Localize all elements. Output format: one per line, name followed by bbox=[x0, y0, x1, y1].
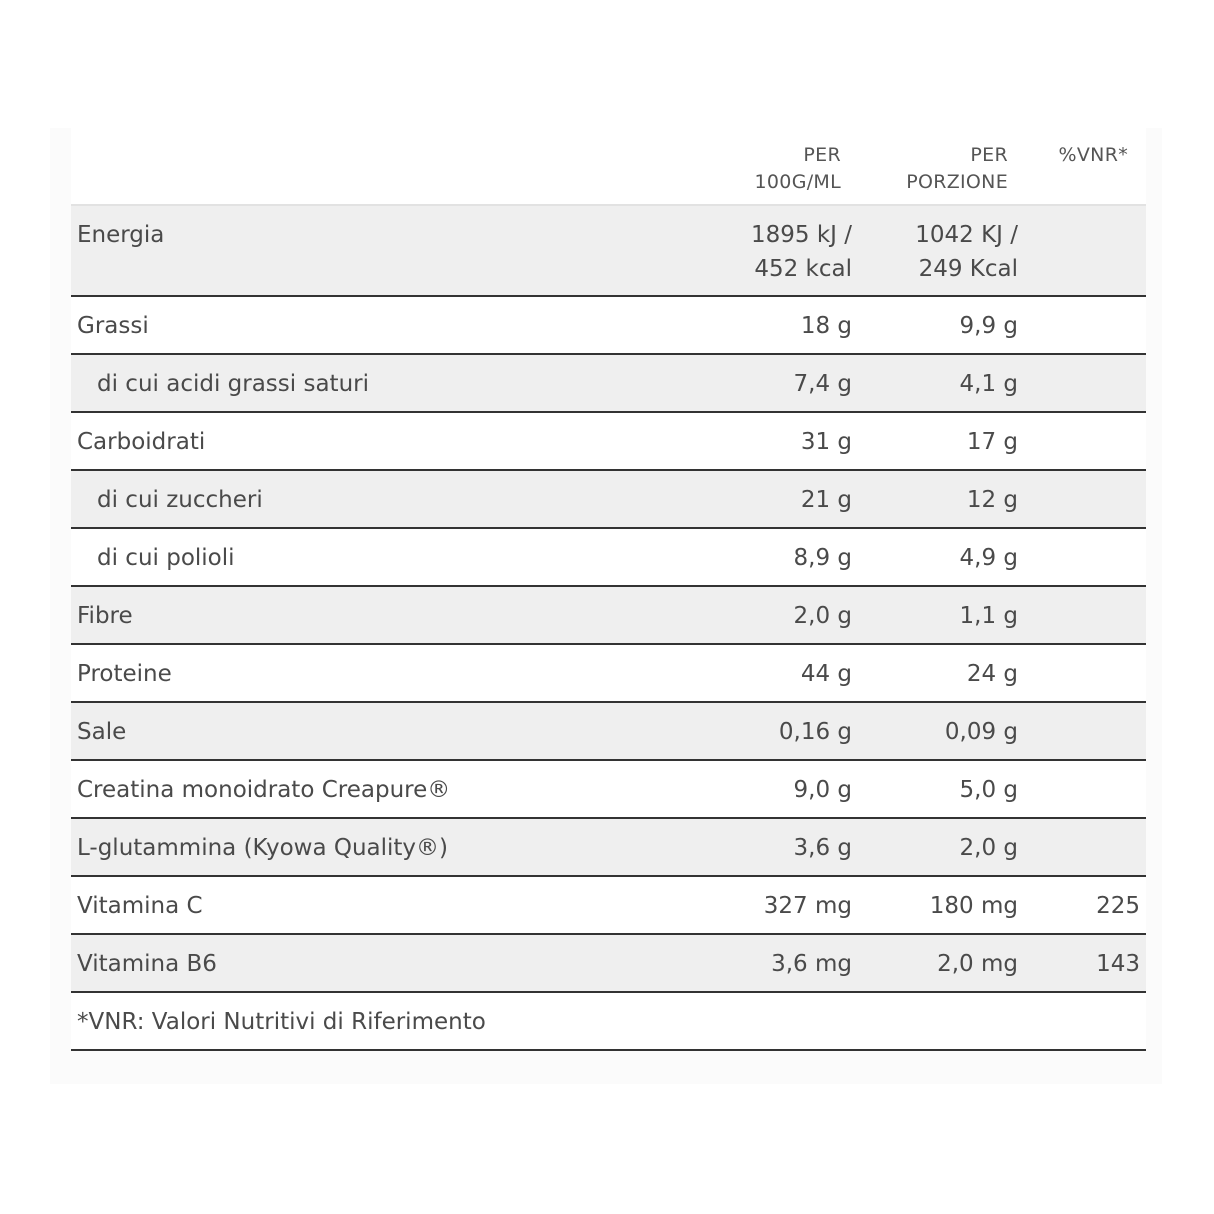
value-per-100: 9,0 g bbox=[793, 777, 852, 803]
value-per-100-line1: 1895 kJ / bbox=[750, 222, 852, 248]
value-per-100: 7,4 g bbox=[793, 371, 852, 397]
value-per-100: 0,16 g bbox=[778, 719, 852, 745]
nutrient-name: Energia bbox=[77, 222, 165, 248]
value-per-portion: 1,1 g bbox=[959, 603, 1018, 629]
value-per-portion: 17 g bbox=[966, 429, 1018, 455]
value-per-portion: 0,09 g bbox=[944, 719, 1018, 745]
table-header bbox=[71, 128, 1146, 206]
value-per-portion: 4,9 g bbox=[959, 545, 1018, 571]
footnote-row bbox=[71, 993, 1146, 1051]
value-per-100-line2: 452 kcal bbox=[754, 256, 852, 282]
table-row bbox=[71, 877, 1146, 935]
value-per-portion: 2,0 mg bbox=[937, 951, 1018, 977]
table-row bbox=[71, 587, 1146, 645]
value-vnr: 143 bbox=[1096, 951, 1140, 977]
value-per-100: 18 g bbox=[800, 313, 852, 339]
value-per-100: 327 mg bbox=[763, 893, 852, 919]
value-per-portion bbox=[915, 218, 1018, 286]
table-row bbox=[71, 935, 1146, 993]
value-per-portion-line1: 1042 KJ / bbox=[915, 222, 1018, 248]
value-per-portion: 4,1 g bbox=[959, 371, 1018, 397]
nutrient-name: di cui zuccheri bbox=[97, 487, 263, 513]
table-row bbox=[71, 529, 1146, 587]
header-per-100-line2: 100G/ML bbox=[754, 171, 841, 193]
table-row bbox=[71, 471, 1146, 529]
nutrient-name: Proteine bbox=[77, 661, 172, 687]
table-row bbox=[71, 761, 1146, 819]
table-row bbox=[71, 703, 1146, 761]
value-per-portion: 2,0 g bbox=[959, 835, 1018, 861]
value-per-portion: 12 g bbox=[966, 487, 1018, 513]
value-per-portion: 9,9 g bbox=[959, 313, 1018, 339]
value-per-portion: 24 g bbox=[966, 661, 1018, 687]
table-row bbox=[71, 819, 1146, 877]
value-per-100: 21 g bbox=[800, 487, 852, 513]
header-per-portion bbox=[808, 142, 1008, 196]
value-per-100 bbox=[751, 218, 852, 286]
nutrition-table bbox=[71, 128, 1146, 1051]
value-per-100: 2,0 g bbox=[793, 603, 852, 629]
table-row bbox=[71, 206, 1146, 297]
footnote: *VNR: Valori Nutritivi di Riferimento bbox=[77, 1009, 486, 1035]
nutrient-name: di cui polioli bbox=[97, 545, 235, 571]
table-row bbox=[71, 413, 1146, 471]
value-per-100: 3,6 mg bbox=[771, 951, 852, 977]
value-per-portion: 180 mg bbox=[929, 893, 1018, 919]
nutrient-name: Vitamina B6 bbox=[77, 951, 217, 977]
header-per-100-line1: PER bbox=[803, 144, 841, 166]
nutrient-name: Vitamina C bbox=[77, 893, 203, 919]
nutrient-name: Grassi bbox=[77, 313, 149, 339]
value-per-100: 3,6 g bbox=[793, 835, 852, 861]
nutrient-name: Carboidrati bbox=[77, 429, 206, 455]
nutrient-name: Creatina monoidrato Creapure® bbox=[77, 777, 451, 803]
value-per-portion: 5,0 g bbox=[959, 777, 1018, 803]
nutrient-name: L-glutammina (Kyowa Quality®) bbox=[77, 835, 449, 861]
nutrient-name: Sale bbox=[77, 719, 127, 745]
table-row bbox=[71, 355, 1146, 413]
nutrient-name: Fibre bbox=[77, 603, 133, 629]
value-per-100: 31 g bbox=[800, 429, 852, 455]
table-row bbox=[71, 297, 1146, 355]
value-vnr: 225 bbox=[1096, 893, 1140, 919]
value-per-100: 44 g bbox=[800, 661, 852, 687]
nutrient-name: di cui acidi grassi saturi bbox=[97, 371, 369, 397]
table-row bbox=[71, 645, 1146, 703]
value-per-100: 8,9 g bbox=[793, 545, 852, 571]
header-per-portion-line2: PORZIONE bbox=[906, 171, 1008, 193]
header-vnr: %VNR* bbox=[1058, 144, 1128, 166]
value-per-portion-line2: 249 Kcal bbox=[918, 256, 1018, 282]
header-per-portion-line1: PER bbox=[970, 144, 1008, 166]
